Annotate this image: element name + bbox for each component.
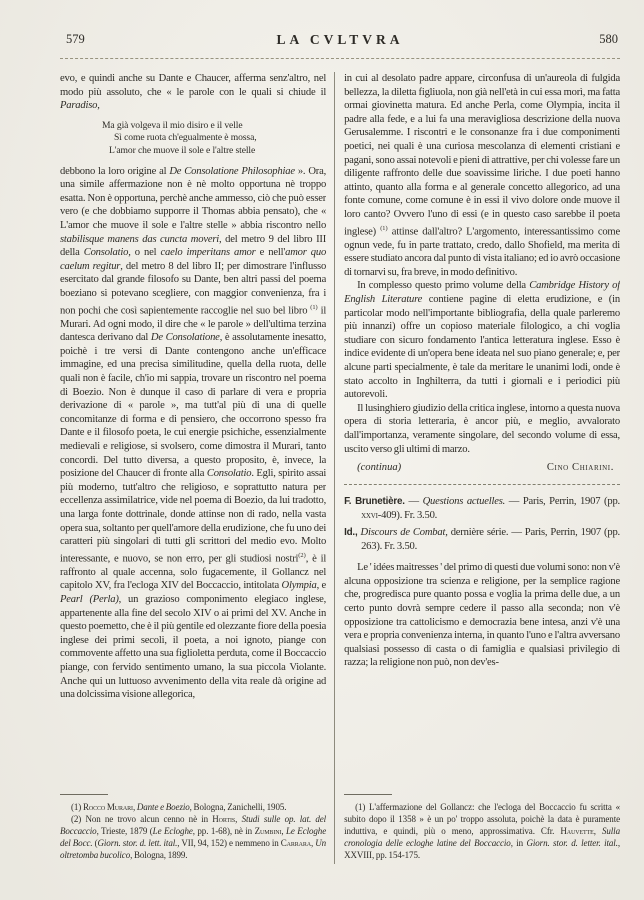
paragraph-judgement: Il lusinghiero giudizio della critica inglese, intorno a questa nuova opera di storia letteraria, è ancor più, e meglio, avvalorato dall'importanza, veramente singolare, del secondo volume di essa, uscito verso gli ultimi di marzo. — [344, 402, 620, 455]
footnote: (1) Rocco Murari, Dante e Boezio, Bologna, Zanichelli, 1905. — [71, 802, 287, 813]
footnote: (2) Non ne trovo alcun cenno nè in Hortis, Studi sulle op. lat. del Boccaccio, Trieste, 1879 (Le Ecloghe, pp. 1-68), nè in Zumbini, Le Ecloghe del Bocc. (Giorn. stor. d. lett. ital., VII, 94, 152) e nemmeno in Carrara, Un oltretomba bucolico, Bologna, 1899. — [60, 814, 327, 861]
left-column-body — [60, 72, 326, 784]
paragraph-continuation: evo, e quindi anche su Dante e Chaucer, afferma senz'altro, nel modo più assoluto, che « le parole con le quali si chiude il Paradiso, — [60, 73, 327, 112]
paragraph-review: Le ' idées maitresses ' del primo di questi due volumi sono: non v'è alcuna opposizione tra scienza e religione, per la semplice ragione che, progredisca pure quanto possa e voglia la prima delle due, a un certo punto dovrà sempre cedere il passo alla seconda; non v'è opposizione tra cattolicismo e democrazia bene intesa, anzi v'è una vera e propria convenienza interna, in quanto l'uno e l'altra avversano qualsiasi possesso di casta o di famiglia e qualsiasi privilegio di razza; la religione non può, non dev'es- — [344, 562, 620, 669]
footnote-separator — [60, 794, 108, 795]
signature-row — [344, 461, 620, 475]
paragraph-continuation: in cui al desolato padre appare, circonfusa di un'aureola di fulgida bellezza, la diletta figliuola, non già nell'età in cui essa morì, ma fatta ormai giovinetta matura. Ed anche Perla, come Olympia, incita il padre alla fede, e a lui fa una meravigliosa descrizione della nuova Gerusalemme. I riscontri e le consonanze fra i due componimenti poetici, nei quali è una curiosa mescolanza di elementi cristiani e pagani, sono assai notevoli e pieni di attrattive, per chi volesse fare un diligente raffronto delle due soavissime liriche. I due poeti hanno attinto, quanto alla forma e al generale concetto allegorico, ad una fonte comune, come comune è in essi il vivo dolore onde muove il loro canto? Ovvero l'uno di essi (e in questo caso sarebbe il poeta inglese) $^{(1)}$ attinse dall'altro? L'argomento, interessantissimo come ognun vede, fu in parte trattato, credo, dallo Shofield, ma merita di essere studiato ancora dal punto di vista italiano; ed io avrò occasione di tornarvi su, fra breve, in modo definitivo. — [344, 73, 620, 278]
page-header — [60, 32, 620, 49]
verse-line: Ma già volgeva il mio disiro e il velle — [102, 119, 243, 131]
verse-line: Sì come ruota ch'egualmente è mossa, — [114, 132, 257, 144]
left-footnotes-block — [60, 794, 326, 862]
header-rule — [60, 58, 620, 59]
journal-title: LA CVLTVRA — [276, 32, 404, 47]
right-column — [335, 72, 620, 864]
page-number-right: 580 — [599, 32, 618, 46]
section-divider — [344, 484, 620, 485]
right-footnotes-block — [344, 794, 620, 862]
footnote: (1) L'affermazione del Gollancz: che l'ecloga del Boccaccio fu scritta « subito dopo il 1358 » è un po' troppo assoluta, poichè la data è puramente induttiva, e quindi, più o meno, approssimativa. Cfr. Hauvette, Sulla cronologia delle ecloghe latine del Boccaccio, in Giorn. stor. d. letter. ital., XXVIII, pp. 154-175. — [344, 802, 621, 861]
signature-continua: (continua) — [357, 462, 402, 474]
bibliography-entry: F. Brunetière. — Questions actuelles. — Paris, Perrin, 1907 (pp. xxvi-409). Fr. 3.50. — [344, 496, 620, 522]
page-number-left: 579 — [66, 32, 85, 46]
footnote-separator — [344, 794, 392, 795]
verse-block — [102, 120, 326, 158]
left-column — [60, 72, 334, 864]
content-columns — [60, 72, 620, 864]
bibliography-entry: Id., Discours de Combat, dernière série. — Paris, Perrin, 1907 (pp. 263). Fr. 3.50. — [344, 527, 620, 553]
paragraph-main: debbono la loro origine al De Consolatione Philosophiae ». Ora, una simile affermazione non è nè molto opportuna nè troppo esatta. Non è opportuna, perchè anche ammesso, ciò che può esser vero (e che dobbiamo supporre il Thomas abbia pensato), che « L'amor che muove il sole e l'altre stelle » abbia riscontro nello stabilisque manens das cuncta moveri, del metro 9 del libro III della Consolatio, o nel caelo imperitans amor e nell'amor quo caelum regitur, del metro 8 del libro II; per dimostrare l'influsso esercitato dal grande filosofo su Dante, ben altri passi del poema boeziano si potevano scegliere, con maggior convenienza, fra i non pochi che così sapientemente raccoglie nel suo bel libro $^{(1)}$ il Murari. Ad ogni modo, il dire che « le parole » dell'ultima terzina dantesca derivano dal De Consolatione, è assolutamente inesatto, poichè i tre versi di Dante contengono anche un'efficace immagine, ed una precisa similitudine, quella della ruota, delle quali non è facile, ch'io mi sappia, trovare un riscontro nel poema di Boezio. Non è dunque il caso di parlare di vera e propria derivazione di « parole », ma tutt'al più di una di quelle concomitanze di forma e di pensiero, che occorrono spesso fra Dante e il filosofo poeta, le cui energie psichiche, essenzialmente medievali e religiose, si svolsero, come dimostra il Murari, tanto concordi. Del tutto diversa, a questo proposito, è, invece, la posizione del Chaucer di fronte alla Consolatio. Egli, spirito assai più moderno, tutt'altro che religioso, e soprattutto natura per eccellenza assimilatrice, vide nel poema di Boezio, da lui tradotto, una larga fonte dottrinale, donde attinse non di rado, nella vasta opera sua, soltanto per quell'amore della erudizione, che fu uno dei caratteri più singolari di tutti gli scrittori del medio evo. Molto interessante, e nuovo, se non erro, per gli studiosi nostri$^{(2)}$, è il raffronto al quale accenna, solo fugacemente, il Gollancz nel capitolo XV, fra l'ecloga XIV del Boccaccio, intitolata Olympia, e Pearl (Perla), un grazioso componimento elegiaco inglese, appartenente alla fine del secolo XIV o ai primi del XV. Anche in questo poemetto, che è il più gentile ed olezzante fiore della poesia inglese dei primi secoli, il poeta, a noi ignoto, piange con commovente affetto una sua figlioletta perduta, come il Boccaccio piange, con fervido sentimento umano, la sua piccola Violante. Anche qui un luttuoso avvenimento della vita reale dà origine ad una dolcissima visione allegorica, — [60, 165, 327, 701]
verse-line: L'amor che muove il sole e l'altre stelle — [109, 144, 256, 156]
right-column-body — [344, 72, 620, 784]
paragraph-volume: In complesso questo primo volume della Cambridge History of English Literature contiene pagine di eletta erudizione, e (in particolar modo nell'importante bibliografia, della quale parleremo più innanzi) offre un copioso materiale filologico, a chi voglia studiare con sicuro fondamento l'antica letteratura inglese. Esso è indice evidente di un'opera bene ideata nel suo piano generale; e, per alcune parti specialmente, è tale da meritare le unanimi lodi, onde è stato accolto in Inghilterra, da tutti i giornali e i periodici più autorevoli. — [344, 280, 620, 401]
signature-author: Cino Chiarini. — [546, 462, 614, 474]
